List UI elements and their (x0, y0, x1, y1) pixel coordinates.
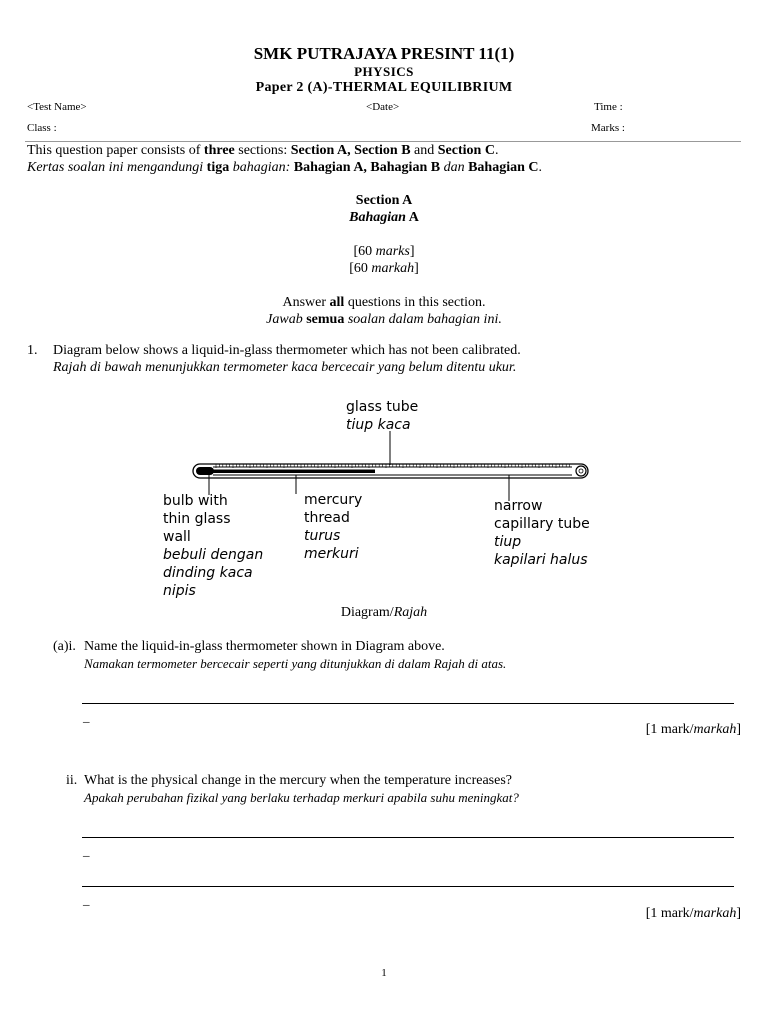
thermometer-diagram (0, 395, 768, 605)
question-stem-malay: Rajah di bawah menunjukkan termometer kaca bercecair yang belum ditentu ukur. (53, 360, 517, 375)
subquestion-aii-text-malay: Apakah perubahan fizikal yang berlaku terhadap merkuri apabila suhu meningkat? (84, 790, 519, 805)
answer-line-ai-dash: _ (83, 709, 90, 724)
answer-line-aii-2-dash: _ (83, 892, 90, 907)
section-title: Section A (355, 193, 413, 208)
subject-title: PHYSICS (354, 64, 414, 79)
question-number: 1. (27, 343, 38, 358)
section-markah: [60 markah] (349, 261, 419, 276)
label-bulb: bulb with thin glass wall bebuli dengan dinding kaca nipis (163, 493, 264, 599)
subquestion-ai-text-malay: Namakan termometer bercecair seperti yang ditunjukkan di dalam Rajah di atas. (84, 656, 507, 671)
mercury-bulb (196, 467, 214, 475)
subquestion-ai-text: Name the liquid-in-glass thermometer shown in Diagram above. (84, 639, 445, 654)
answer-line-aii-1[interactable] (82, 837, 734, 838)
intro-english: This question paper consists of three sections: Section A, Section B and Section C. (27, 143, 499, 158)
paper-title: Paper 2 (A)-THERMAL EQUILIBRIUM (255, 80, 513, 95)
answer-line-ai[interactable] (82, 703, 734, 704)
mark-allocation-aii: [1 mark/markah] (645, 906, 741, 921)
mercury-thread (213, 470, 375, 474)
subquestion-label-aii: ii. (66, 773, 78, 788)
answer-instruction-malay: Jawab semua soalan dalam bahagian ini. (266, 312, 502, 327)
label-capillary-tube: narrow capillary tube tiup kapilari halus (494, 498, 590, 568)
date-field: <Date> (366, 101, 400, 113)
intro-malay: Kertas soalan ini mengandungi tiga bahagian: Bahagian A, Bahagian B dan Bahagian C. (27, 160, 542, 175)
label-mercury-thread: mercury thread turus merkuri (304, 492, 363, 562)
school-name: SMK PUTRAJAYA PRESINT 11(1) (253, 44, 515, 63)
section-title-malay: Bahagian A (349, 210, 419, 225)
question-stem: Diagram below shows a liquid-in-glass thermometer which has not been calibrated. (53, 343, 521, 358)
answer-line-aii-1-dash: _ (83, 843, 90, 858)
diagram-caption: Diagram/Rajah (340, 605, 428, 620)
marks-field: Marks : (591, 122, 625, 134)
class-field: Class : (27, 122, 57, 134)
test-name-field: <Test Name> (27, 101, 87, 113)
header-divider (25, 141, 741, 142)
answer-instruction: Answer all questions in this section. (282, 295, 486, 310)
subquestion-label-ai: (a)i. (53, 639, 76, 654)
time-field: Time : (594, 101, 623, 113)
mark-allocation-ai: [1 mark/markah] (645, 722, 741, 737)
section-marks: [60 marks] (353, 244, 415, 259)
page-number: 1 (381, 967, 387, 979)
label-glass-tube: glass tube tiup kaca (346, 399, 419, 433)
subquestion-aii-text: What is the physical change in the mercury when the temperature increases? (84, 773, 512, 788)
answer-line-aii-2[interactable] (82, 886, 734, 887)
